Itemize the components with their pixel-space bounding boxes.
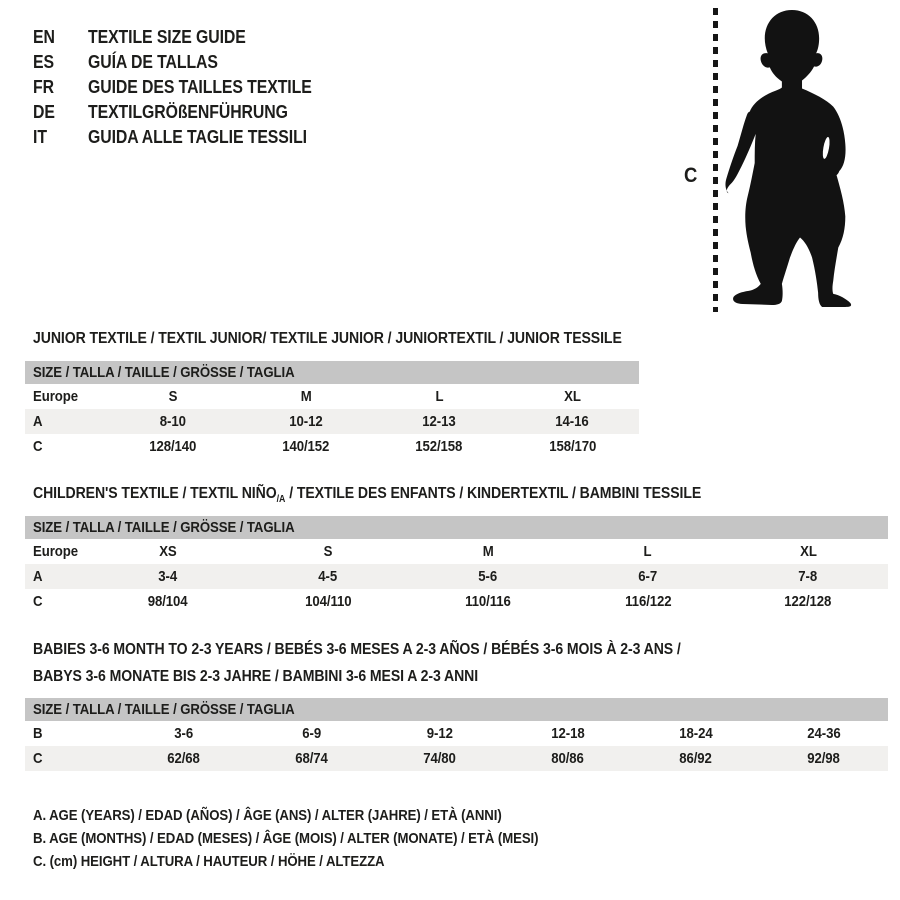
language-code: DE xyxy=(33,102,55,122)
toddler-silhouette-icon xyxy=(724,5,874,307)
row-label: C xyxy=(33,750,43,767)
size-value: 3-4 xyxy=(158,568,178,585)
table-row xyxy=(25,746,888,771)
size-table-header-bar: SIZE / TALLA / TAILLE / GRÖSSE / TAGLIA xyxy=(25,361,639,384)
language-code: EN xyxy=(33,27,55,47)
size-value: 10-12 xyxy=(289,413,323,430)
language-code: ES xyxy=(33,52,54,72)
size-value: 98/104 xyxy=(148,593,188,610)
size-value: 8-10 xyxy=(159,413,186,430)
language-code: IT xyxy=(33,127,47,147)
size-value: 92/98 xyxy=(807,750,841,767)
height-dotted-line xyxy=(713,8,718,312)
size-value: XS xyxy=(159,543,177,560)
row-label: B xyxy=(33,725,43,742)
language-row xyxy=(33,125,342,150)
row-label: C xyxy=(33,438,43,455)
language-title-list xyxy=(33,25,342,150)
row-label: C xyxy=(33,593,43,610)
row-label: Europe xyxy=(33,543,78,560)
size-value: 140/152 xyxy=(282,438,330,455)
row-label: A xyxy=(33,413,43,430)
nino-a-subscript: /A xyxy=(276,494,286,506)
size-value: 74/80 xyxy=(423,750,457,767)
language-row xyxy=(33,75,342,100)
table-row xyxy=(25,434,639,459)
table-row xyxy=(25,721,888,746)
size-value: 3-6 xyxy=(174,725,194,742)
size-value: 62/68 xyxy=(167,750,201,767)
size-value: 24-36 xyxy=(807,725,841,742)
height-label-c: C xyxy=(684,164,698,187)
table-row xyxy=(25,409,639,434)
language-title: GUIDA ALLE TAGLIE TESSILI xyxy=(88,127,307,147)
legend-line-a: A. AGE (YEARS) / EDAD (AÑOS) / ÂGE (ANS) / ALTER (JAHRE) / ETÀ (ANNI) xyxy=(33,807,502,824)
legend-line-b: B. AGE (MONTHS) / EDAD (MESES) / ÂGE (MOIS) / ALTER (MONATE) / ETÀ (MESI) xyxy=(33,830,539,847)
children-section-title: CHILDREN'S TEXTILE / TEXTIL $NIÑO_{/A}$ / TEXTILE DES ENFANTS / KINDERTEXTIL / BAMBINI TESSILE xyxy=(33,485,702,506)
size-value: S xyxy=(323,543,333,560)
children-size-table xyxy=(25,516,888,614)
table-row xyxy=(25,539,888,564)
size-value: 6-7 xyxy=(638,568,658,585)
babies-size-table xyxy=(25,698,888,771)
junior-size-table xyxy=(25,361,639,459)
size-value: 6-9 xyxy=(302,725,322,742)
size-value: 152/158 xyxy=(415,438,463,455)
table-row xyxy=(25,589,888,614)
size-value: S xyxy=(168,388,178,405)
size-value: 12-13 xyxy=(422,413,456,430)
size-table-header-bar: SIZE / TALLA / TAILLE / GRÖSSE / TAGLIA xyxy=(25,698,888,721)
language-row xyxy=(33,100,342,125)
language-row xyxy=(33,25,342,50)
size-value: 158/170 xyxy=(548,438,596,455)
row-label: Europe xyxy=(33,388,78,405)
size-value: L xyxy=(435,388,444,405)
size-value: 80/86 xyxy=(551,750,585,767)
size-value: 7-8 xyxy=(798,568,818,585)
size-value: 86/92 xyxy=(679,750,713,767)
junior-section-title: JUNIOR TEXTILE / TEXTIL JUNIOR/ TEXTILE JUNIOR / JUNIORTEXTIL / JUNIOR TESSILE xyxy=(33,330,622,347)
language-title: GUÍA DE TALLAS xyxy=(88,52,218,72)
size-value: 9-12 xyxy=(426,725,453,742)
size-value: 128/140 xyxy=(149,438,197,455)
size-table-header-bar: SIZE / TALLA / TAILLE / GRÖSSE / TAGLIA xyxy=(25,516,888,539)
size-value: XL xyxy=(564,388,581,405)
size-value: 68/74 xyxy=(295,750,329,767)
language-code: FR xyxy=(33,77,54,97)
size-value: M xyxy=(300,388,312,405)
size-value: 18-24 xyxy=(679,725,713,742)
size-value: 110/116 xyxy=(465,593,511,610)
legend xyxy=(33,804,607,873)
size-value: 104/110 xyxy=(304,593,352,610)
size-value: L xyxy=(643,543,652,560)
size-value: M xyxy=(482,543,494,560)
language-row xyxy=(33,50,342,75)
size-value: 14-16 xyxy=(555,413,590,430)
babies-section-title: BABIES 3-6 MONTH TO 2-3 YEARS / BEBÉS 3-6 MESES A 2-3 AÑOS / BÉBÉS 3-6 MOIS À 2-3 ANS / BABYS 3-6 MONATE BIS 2-3 JAHRE / BAMBINI 3-6 MESI A 2-3 ANNI xyxy=(33,641,681,685)
row-label: A xyxy=(33,568,43,585)
height-figure xyxy=(680,5,885,317)
size-value: 4-5 xyxy=(318,568,338,585)
language-title: GUIDE DES TAILLES TEXTILE xyxy=(88,77,312,97)
size-value: 116/122 xyxy=(624,593,672,610)
table-row xyxy=(25,384,639,409)
language-title: TEXTILGRÖßENFÜHRUNG xyxy=(88,102,288,122)
size-value: 5-6 xyxy=(478,568,498,585)
legend-line-c: C. (cm) HEIGHT / ALTURA / HAUTEUR / HÖHE / ALTEZZA xyxy=(33,853,385,870)
language-title: TEXTILE SIZE GUIDE xyxy=(88,27,246,47)
size-value: 122/128 xyxy=(784,593,832,610)
table-row xyxy=(25,564,888,589)
size-value: 12-18 xyxy=(551,725,585,742)
size-value: XL xyxy=(799,543,817,560)
